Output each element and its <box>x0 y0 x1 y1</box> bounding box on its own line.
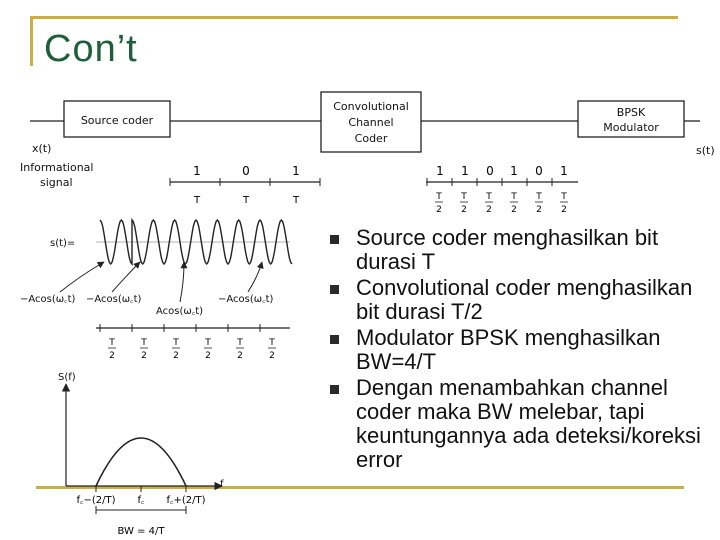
coded-bit: 1 <box>560 164 568 178</box>
fraction-denominator: 2 <box>461 205 467 215</box>
conv-coder-line-3: Coder <box>354 132 388 145</box>
fraction-numerator: T <box>205 338 211 348</box>
fraction-numerator: T <box>141 338 147 348</box>
source-bit: 0 <box>242 164 250 178</box>
annotation-arrow <box>248 262 262 292</box>
fraction-denominator: 2 <box>436 205 442 215</box>
conv-coder-line-2: Channel <box>348 116 394 129</box>
bullet-item <box>330 326 702 374</box>
spectrum-ylabel: S(f) <box>58 372 76 383</box>
bullet-text: Source coder menghasilkan bit durasi T <box>356 225 659 274</box>
fraction-denominator: 2 <box>109 351 115 361</box>
wave-duration-fractions <box>100 324 276 361</box>
conv-coder-line-1: Convolutional <box>333 100 409 113</box>
fraction-denominator: 2 <box>511 205 517 215</box>
square-bullet-icon <box>330 335 339 344</box>
square-bullet-icon <box>330 235 339 244</box>
fraction-denominator: 2 <box>141 351 147 361</box>
source-duration: T <box>242 195 250 206</box>
fraction-denominator: 2 <box>205 351 211 361</box>
wave-annotation: −Acos(ω꜀t) <box>218 294 274 305</box>
coded-duration-fractions <box>427 178 568 215</box>
fraction-denominator: 2 <box>237 351 243 361</box>
fraction-numerator: T <box>237 338 243 348</box>
fraction-numerator: T <box>486 192 492 202</box>
bandwidth-label: BW = 4/T <box>117 526 165 537</box>
spectrum-xlabel: f <box>220 479 224 490</box>
fraction-numerator: T <box>173 338 179 348</box>
fraction-numerator: T <box>511 192 517 202</box>
spectrum-tick-label: f꜀ <box>137 495 145 506</box>
bullet-item <box>330 276 702 324</box>
wave-annotation: Acos(ω꜀t) <box>156 306 204 317</box>
bullet-text: Dengan menambahkan channel coder maka BW melebar, tapi keuntungannya ada deteksi/koreksi error <box>356 375 701 472</box>
fraction-numerator: T <box>436 192 442 202</box>
source-duration: T <box>292 195 300 206</box>
coded-bit: 0 <box>486 164 494 178</box>
fraction-denominator: 2 <box>561 205 567 215</box>
bullet-item <box>330 376 702 472</box>
fraction-numerator: T <box>536 192 542 202</box>
coded-bit: 1 <box>461 164 469 178</box>
annotation-arrow <box>112 262 140 292</box>
square-bullet-icon <box>330 285 339 294</box>
source-bit: 1 <box>292 164 300 178</box>
wave-annotation: −Acos(ω꜀t) <box>20 294 76 305</box>
spectrum-tick-label: f꜀+(2/T) <box>166 495 206 506</box>
bullet-text: Convolutional coder menghasilkan bit durasi T/2 <box>356 275 693 324</box>
source-bit: 1 <box>193 164 201 178</box>
annotation-arrow <box>180 262 184 302</box>
fraction-denominator: 2 <box>536 205 542 215</box>
bpsk-label-2: Modulator <box>603 121 659 134</box>
bpsk-label-1: BPSK <box>616 106 646 119</box>
coded-bit: 0 <box>535 164 543 178</box>
waveform-label: s(t)= <box>50 238 76 249</box>
fraction-denominator: 2 <box>269 351 275 361</box>
fraction-denominator: 2 <box>173 351 179 361</box>
slide-title: Con’t <box>44 28 138 70</box>
fraction-numerator: T <box>269 338 275 348</box>
input-desc-2: signal <box>40 176 73 189</box>
square-bullet-icon <box>330 385 339 394</box>
source-coder-label: Source coder <box>80 114 154 127</box>
spectrum-tick-label: f꜀−(2/T) <box>76 495 116 506</box>
input-desc-1: Informational <box>20 161 94 174</box>
input-signal-label: x(t) <box>32 142 52 155</box>
source-duration: T <box>193 195 201 206</box>
wave-annotation: −Acos(ω꜀t) <box>86 294 142 305</box>
coded-bit: 1 <box>510 164 518 178</box>
fraction-denominator: 2 <box>486 205 492 215</box>
bullet-item <box>330 226 702 274</box>
bullet-list <box>330 226 702 474</box>
fraction-numerator: T <box>109 338 115 348</box>
bullet-text: Modulator BPSK menghasilkan BW=4/T <box>356 325 661 374</box>
output-signal-label: s(t) <box>696 144 715 157</box>
fraction-numerator: T <box>461 192 467 202</box>
coded-bit: 1 <box>436 164 444 178</box>
spectrum-curve <box>96 438 186 486</box>
fraction-numerator: T <box>561 192 567 202</box>
annotation-arrow <box>60 262 104 292</box>
